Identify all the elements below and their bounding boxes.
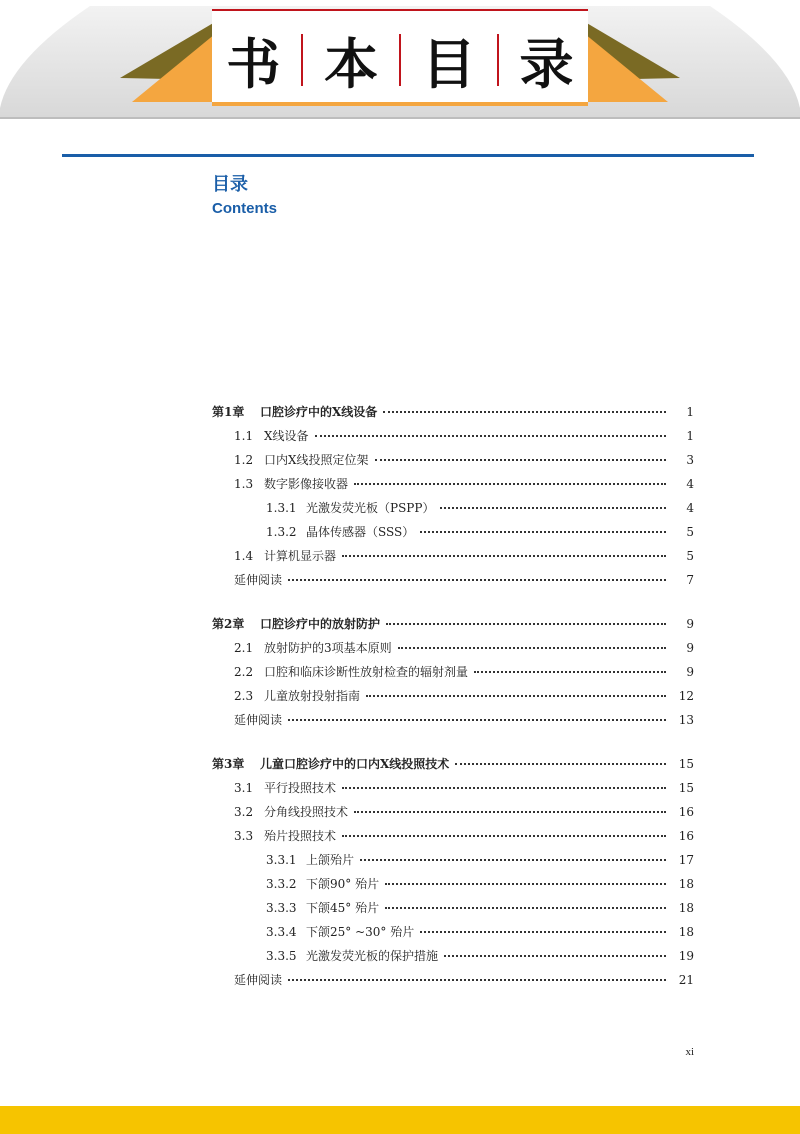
dot-leader	[354, 810, 666, 813]
toc-entry-page: 16	[678, 805, 694, 819]
dot-leader	[342, 554, 666, 557]
dot-leader	[366, 694, 666, 697]
toc-subsection-entry[interactable]	[212, 848, 694, 872]
dot-leader	[398, 646, 666, 649]
toc-entry-page: 3	[686, 453, 694, 467]
toc-entry-page: 9	[686, 617, 694, 631]
dot-leader	[288, 978, 666, 981]
toc-entry-page: 7	[686, 573, 694, 587]
toc-entry-page: 12	[678, 689, 694, 703]
toc-entry-number: 2.2	[234, 665, 254, 679]
dot-leader	[420, 530, 666, 533]
toc-section-entry[interactable]	[212, 776, 694, 800]
toc-entry-title: 儿童放射投射指南	[264, 689, 361, 703]
toc-entry-page: 17	[678, 853, 694, 867]
banner-separator	[497, 34, 499, 86]
toc-entry-title: 延伸阅读	[234, 713, 283, 727]
toc-section-entry[interactable]	[212, 800, 694, 824]
toc-entry-number: 3.3.3	[266, 901, 297, 915]
toc-entry-number: 2.1	[234, 641, 254, 655]
dot-leader	[315, 434, 666, 437]
book-toc-banner	[0, 0, 800, 130]
dot-leader	[342, 786, 666, 789]
toc-entry-number: 1.4	[234, 549, 254, 563]
toc-section-entry[interactable]	[212, 636, 694, 660]
toc-section-entry[interactable]	[212, 544, 694, 568]
toc-entry-page: 15	[678, 757, 694, 771]
toc-entry-title: 数字影像接收器	[264, 477, 349, 491]
toc-entry-page: 5	[686, 549, 694, 563]
chapter-block	[212, 400, 694, 592]
toc-entry-title: 殆片投照技术	[264, 829, 337, 843]
toc-section-entry[interactable]	[212, 684, 694, 708]
dot-leader	[383, 410, 666, 413]
toc-entry-page: 4	[686, 501, 694, 515]
toc-subsection-entry[interactable]	[212, 920, 694, 944]
page-number: xi	[685, 1046, 694, 1058]
dot-leader	[288, 578, 666, 581]
toc-entry-number: 3.3.5	[266, 949, 297, 963]
toc-entry-page: 18	[678, 877, 694, 891]
toc-entry-page: 4	[686, 477, 694, 491]
toc-entry-title: 平行投照技术	[264, 781, 337, 795]
toc-entry-page: 18	[678, 901, 694, 915]
toc-entry-title: 下颌45° 殆片	[306, 901, 380, 915]
toc-subsection-entry[interactable]	[212, 872, 694, 896]
toc-entry-number: 第3章	[212, 757, 245, 771]
toc-entry-title: 下颌25° ~30° 殆片	[306, 925, 415, 939]
toc-entry-number: 3.3.1	[266, 853, 297, 867]
toc-heading-cn: 目录	[212, 174, 248, 195]
toc-entry-title: 上颌殆片	[306, 853, 355, 867]
toc-entry-title: 光激发荧光板的保护措施	[306, 949, 439, 963]
dot-leader	[386, 622, 666, 625]
toc-entry-number: 1.1	[234, 429, 254, 443]
banner-char: 录	[519, 32, 574, 96]
toc-subsection-entry[interactable]	[212, 520, 694, 544]
toc-entry-title: 计算机显示器	[264, 549, 337, 563]
toc-entry-number: 1.2	[234, 453, 254, 467]
dot-leader	[444, 954, 666, 957]
toc-entry-title: 光激发荧光板（PSPP）	[306, 501, 435, 515]
toc-entry-title: 口内X线投照定位架	[264, 453, 369, 467]
banner-char: 本	[324, 32, 379, 96]
dot-leader	[420, 930, 666, 933]
dot-leader	[455, 762, 666, 765]
toc-entry-number: 3.3	[234, 829, 254, 843]
toc-entry-number: 3.2	[234, 805, 254, 819]
toc-entry-page: 13	[678, 713, 694, 727]
toc-entry-page: 18	[678, 925, 694, 939]
toc-entry-title: 下颌90° 殆片	[306, 877, 380, 891]
toc-entry-number: 3.1	[234, 781, 254, 795]
toc-entry-page: 16	[678, 829, 694, 843]
table-of-contents	[212, 400, 694, 1012]
chapter-block	[212, 752, 694, 992]
toc-entry-page: 9	[686, 641, 694, 655]
toc-entry-title: 延伸阅读	[234, 573, 283, 587]
dot-leader	[360, 858, 666, 861]
toc-section-entry[interactable]	[212, 568, 694, 592]
toc-section-entry[interactable]	[212, 424, 694, 448]
toc-entry-title: 晶体传感器（SSS）	[306, 525, 415, 539]
bottom-bar	[0, 1106, 800, 1134]
banner-separator	[301, 34, 303, 86]
toc-entry-number: 1.3	[234, 477, 254, 491]
toc-subsection-entry[interactable]	[212, 896, 694, 920]
chapter-block	[212, 612, 694, 732]
toc-entry-page: 5	[686, 525, 694, 539]
toc-subsection-entry[interactable]	[212, 496, 694, 520]
toc-entry-number: 2.3	[234, 689, 254, 703]
toc-entry-number: 第2章	[212, 617, 245, 631]
toc-heading-en: Contents	[212, 200, 277, 217]
toc-entry-page: 21	[678, 973, 694, 987]
toc-entry-page: 1	[686, 429, 694, 443]
toc-chapter-entry[interactable]	[212, 612, 694, 636]
toc-entry-title: 儿童口腔诊疗中的口内X线投照技术	[260, 757, 450, 771]
toc-entry-number: 1.3.1	[266, 501, 297, 515]
toc-entry-title: 口腔和临床诊断性放射检查的辐射剂量	[264, 665, 469, 679]
toc-entry-page: 9	[686, 665, 694, 679]
toc-entry-page: 15	[678, 781, 694, 795]
dot-leader	[385, 882, 666, 885]
dot-leader	[354, 482, 666, 485]
toc-entry-title: 口腔诊疗中的放射防护	[260, 617, 381, 631]
dot-leader	[440, 506, 666, 509]
toc-subsection-entry[interactable]	[212, 944, 694, 968]
toc-entry-number: 1.3.2	[266, 525, 297, 539]
toc-entry-number: 3.3.4	[266, 925, 297, 939]
header-rule	[62, 154, 754, 157]
toc-chapter-entry[interactable]	[212, 752, 694, 776]
dot-leader	[474, 670, 666, 673]
toc-section-entry[interactable]	[212, 472, 694, 496]
banner-separator	[399, 34, 401, 86]
toc-entry-title: 口腔诊疗中的X线设备	[260, 405, 378, 419]
toc-section-entry[interactable]	[212, 968, 694, 992]
toc-section-entry[interactable]	[212, 660, 694, 684]
toc-entry-page: 19	[678, 949, 694, 963]
toc-entry-page: 1	[686, 405, 694, 419]
banner-title	[212, 12, 588, 108]
dot-leader	[288, 718, 666, 721]
toc-entry-number: 3.3.2	[266, 877, 297, 891]
toc-entry-title: 放射防护的3项基本原则	[264, 641, 392, 655]
toc-chapter-entry[interactable]	[212, 400, 694, 424]
dot-leader	[375, 458, 666, 461]
banner-char: 书	[226, 32, 281, 96]
toc-entry-number: 第1章	[212, 405, 245, 419]
toc-entry-title: 延伸阅读	[234, 973, 283, 987]
toc-entry-title: 分角线投照技术	[264, 805, 349, 819]
toc-entry-title: X线设备	[264, 429, 309, 443]
dot-leader	[385, 906, 666, 909]
toc-section-entry[interactable]	[212, 824, 694, 848]
dot-leader	[342, 834, 666, 837]
toc-section-entry[interactable]	[212, 708, 694, 732]
banner-char: 目	[421, 32, 476, 96]
toc-section-entry[interactable]	[212, 448, 694, 472]
